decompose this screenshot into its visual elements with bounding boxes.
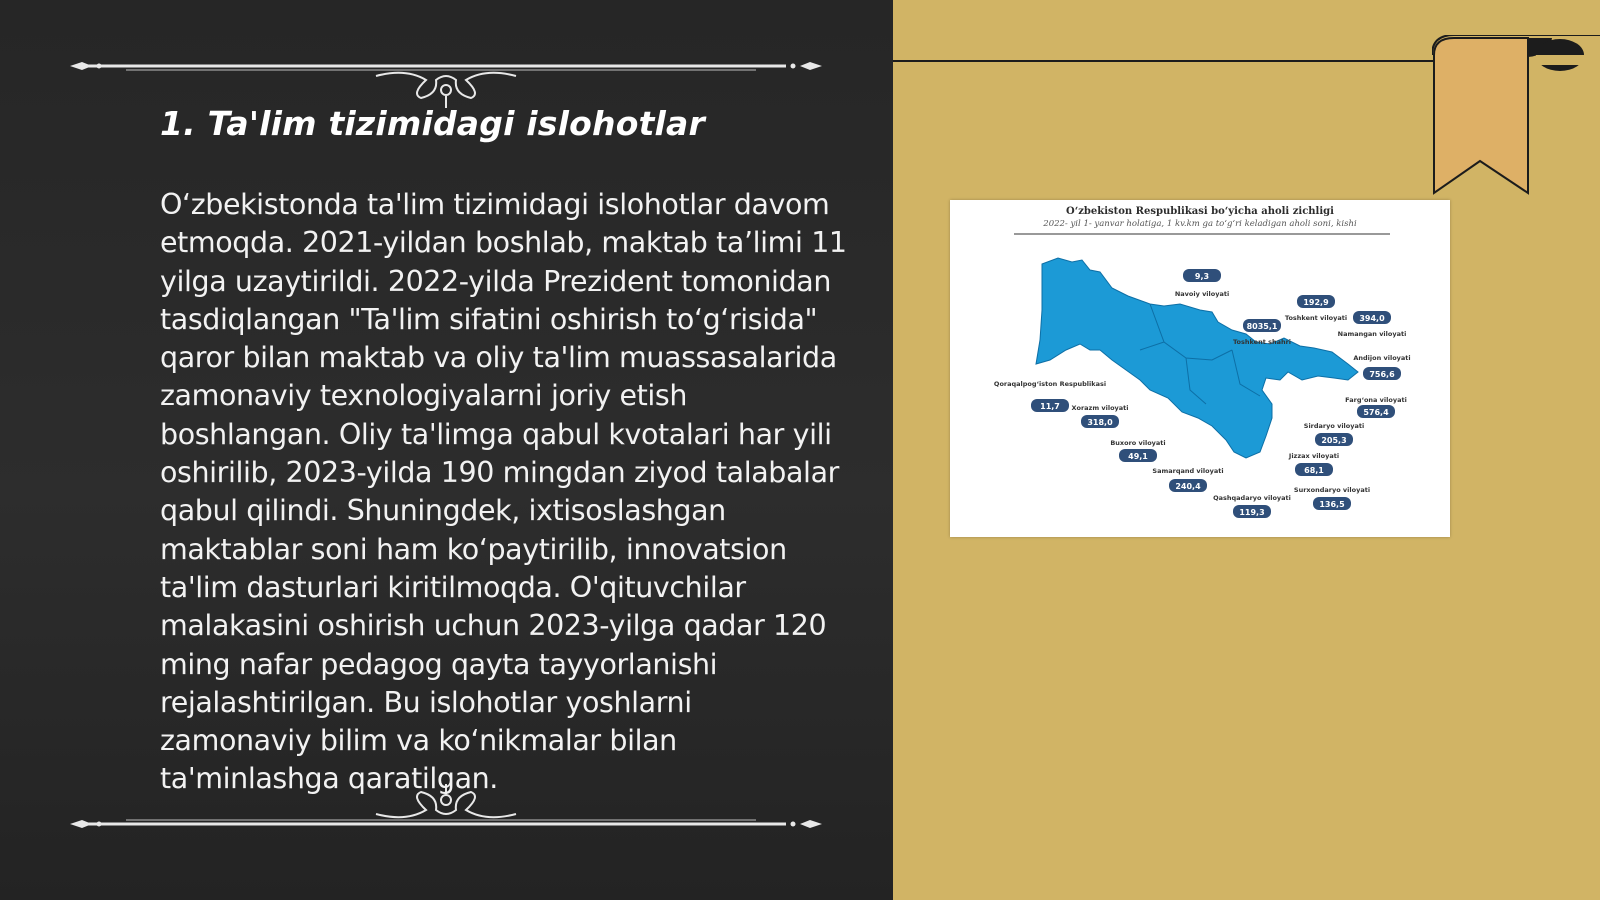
population-density-map-image <box>950 200 1450 537</box>
region-name: Xorazm viloyati <box>1071 404 1129 412</box>
region-name: Sirdaryo viloyati <box>1303 422 1365 430</box>
region-name: Toshkent viloyati <box>1284 314 1348 322</box>
region-value: 240,4 <box>1175 482 1201 491</box>
decorative-rule <box>893 60 1438 62</box>
region-value: 756,6 <box>1369 370 1395 379</box>
region-name: Qoraqalpog‘iston Respublikasi <box>993 380 1107 388</box>
region-name: Andijon viloyati <box>1353 354 1411 362</box>
region-value: 136,5 <box>1319 500 1345 509</box>
region-name: Qashqadaryo viloyati <box>1213 494 1291 502</box>
region-name: Surxondaryo viloyati <box>1293 486 1371 494</box>
region-name: Navoiy viloyati <box>1174 290 1230 298</box>
region-name: Toshkent shahri <box>1232 338 1292 346</box>
slide-body-text: O‘zbekistonda ta'lim tizimidagi islohotlar davom etmoqda. 2021-yildan boshlab, maktab ta’limi 11 yilga uzaytirildi. 2022-yilda Prezident tomonidan tasdiqlangan "Ta'lim sifatini oshirish to‘g‘risida" qaror bilan maktab va oliy ta'lim muassasalarida zamonaviy texnologiyalarni joriy etish boshlangan. Oliy ta'limga qabul kvotalari har yili oshirilib, 2023-yilda 190 mingdan ziyod talabalar qabul qilindi. Shuningdek, ixtisoslashgan maktablar soni ham ko‘paytirilib, innovatsion ta'lim dasturlari kiritilmoqda. O'qituvchilar malakasini oshirish uchun 2023-yilga qadar 120 ming nafar pedagog qayta tayyorlanishi rejalashtirilgan. Bu islohotlar yoshlarni zamonaviy bilim va ko‘nikmalar bilan ta'minlashga qaratilgan. <box>160 188 847 796</box>
region-value: 49,1 <box>1128 452 1148 461</box>
region-value: 9,3 <box>1194 272 1210 281</box>
uzbekistan-map-icon <box>950 200 1450 537</box>
region-value: 8035,1 <box>1246 322 1278 331</box>
top-ornament-divider-icon <box>66 50 826 110</box>
region-name: Namangan viloyati <box>1337 330 1407 338</box>
region-name: Farg‘ona viloyati <box>1345 396 1407 404</box>
map-subtitle: 2022- yil 1- yanvar holatiga, 1 kv.km ga to‘g‘ri keladigan aholi soni, kishi <box>1043 219 1357 229</box>
map-title: O‘zbekiston Respublikasi bo‘yicha aholi zichligi <box>1066 206 1334 217</box>
region-value: 205,3 <box>1321 436 1347 445</box>
region-name: Buxoro viloyati <box>1110 439 1166 447</box>
region-value: 192,9 <box>1303 298 1329 307</box>
region-value: 119,3 <box>1239 508 1265 517</box>
region-value: 394,0 <box>1359 314 1385 323</box>
region-value: 576,4 <box>1363 408 1389 417</box>
region-value: 68,1 <box>1304 466 1324 475</box>
region-name: Jizzax viloyati <box>1288 452 1340 460</box>
slide-title: 1. Ta'lim tizimidagi islohotlar <box>160 104 705 143</box>
region-value: 318,0 <box>1087 418 1113 427</box>
bookmark-ribbon-icon <box>1432 35 1600 200</box>
region-value: 11,7 <box>1040 402 1060 411</box>
region-name: Samarqand viloyati <box>1152 467 1224 475</box>
